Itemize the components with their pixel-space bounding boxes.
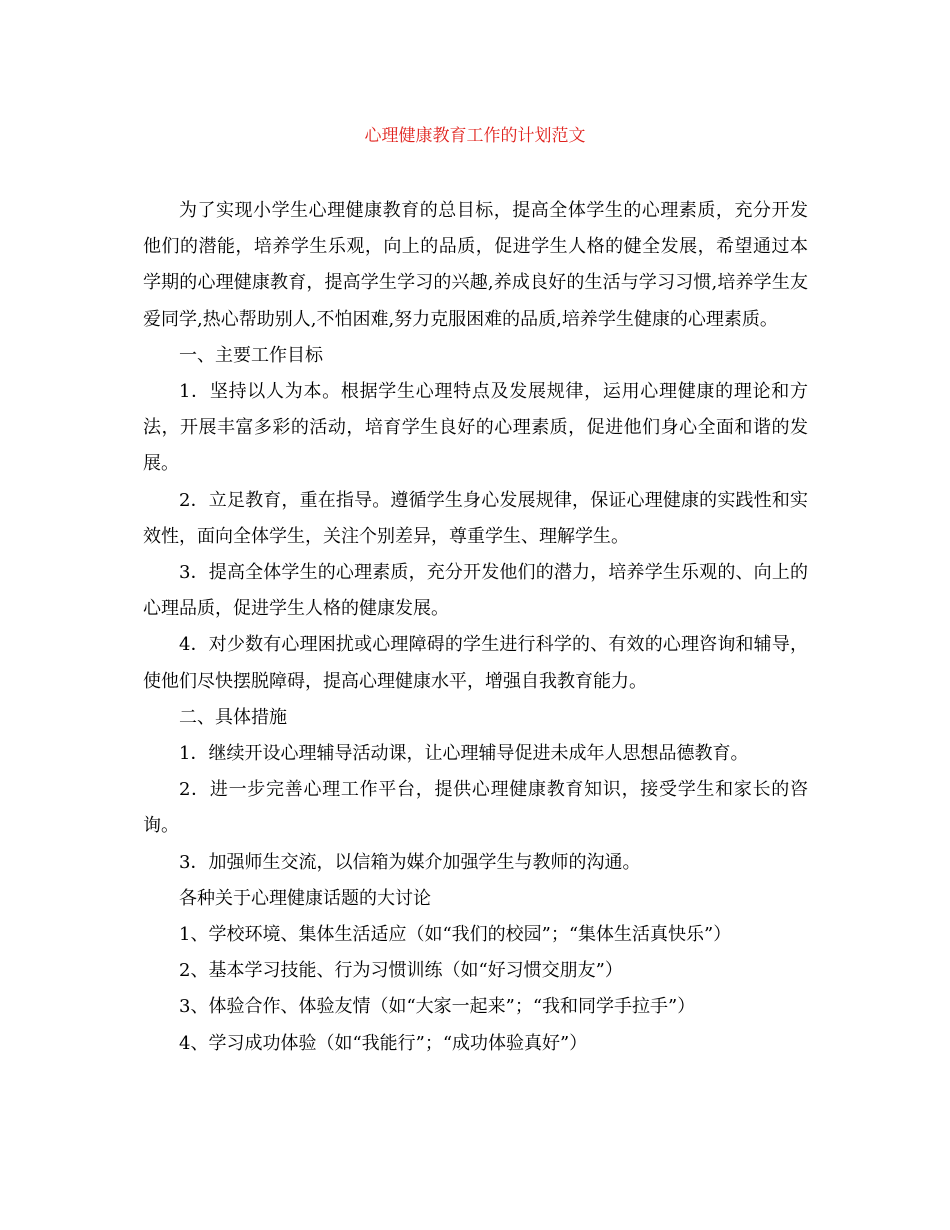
goal-item-3: 3．提高全体学生的心理素质，充分开发他们的潜力，培养学生乐观的、向上的心理品质，促进学生人格的健康发展。 xyxy=(143,562,808,620)
goal-item-2: 2．立足教育，重在指导。遵循学生身心发展规律，保证心理健康的实践性和实效性，面向全体学生，关注个别差异，尊重学生、理解学生。 xyxy=(143,489,808,547)
measure-item-2: 2．进一步完善心理工作平台，提供心理健康教育知识，接受学生和家长的咨询。 xyxy=(143,779,808,837)
measure-item-1: 1．继续开设心理辅导活动课，让心理辅导促进未成年人思想品德教育。 xyxy=(179,743,749,765)
section-heading-measures: 二、具体措施 xyxy=(179,706,287,728)
discussion-item-3: 3、体验合作、体验友情（如“大家一起来”；“我和同学手拉手”） xyxy=(179,996,696,1018)
goal-item-4: 4．对少数有心理困扰或心理障碍的学生进行科学的、有效的心理咨询和辅导，使他们尽快摆脱障碍，提高心理健康水平，增强自我教育能力。 xyxy=(143,634,808,692)
measure-item-3: 3．加强师生交流，以信箱为媒介加强学生与教师的沟通。 xyxy=(179,851,641,873)
discussion-heading: 各种关于心理健康话题的大讨论 xyxy=(179,887,431,909)
discussion-item-4: 4、学习成功体验（如“我能行”；“成功体验真好”） xyxy=(179,1032,588,1054)
document-title: 心理健康教育工作的计划范文 xyxy=(364,126,586,146)
goal-item-1: 1．坚持以人为本。根据学生心理特点及发展规律，运用心理健康的理论和方法，开展丰富多彩的活动，培育学生良好的心理素质，促进他们身心全面和谐的发展。 xyxy=(143,381,808,475)
discussion-item-2: 2、基本学习技能、行为习惯训练（如“好习惯交朋友”） xyxy=(179,960,623,982)
section-heading-goals: 一、主要工作目标 xyxy=(179,344,323,366)
document-body xyxy=(143,193,808,1062)
discussion-item-1: 1、学校环境、集体生活适应（如“我们的校园”；“集体生活真快乐”） xyxy=(179,924,732,946)
intro-paragraph: 为了实现小学生心理健康教育的总目标，提高全体学生的心理素质，充分开发他们的潜能，培养学生乐观，向上的品质，促进学生人格的健全发展，希望通过本学期的心理健康教育，提高学生学习的兴趣,养成良好的生活与学习习惯,培养学生友爱同学,热心帮助别人,不怕困难,努力克服困难的品质,培养学生健康的心理素质。 xyxy=(143,200,808,330)
